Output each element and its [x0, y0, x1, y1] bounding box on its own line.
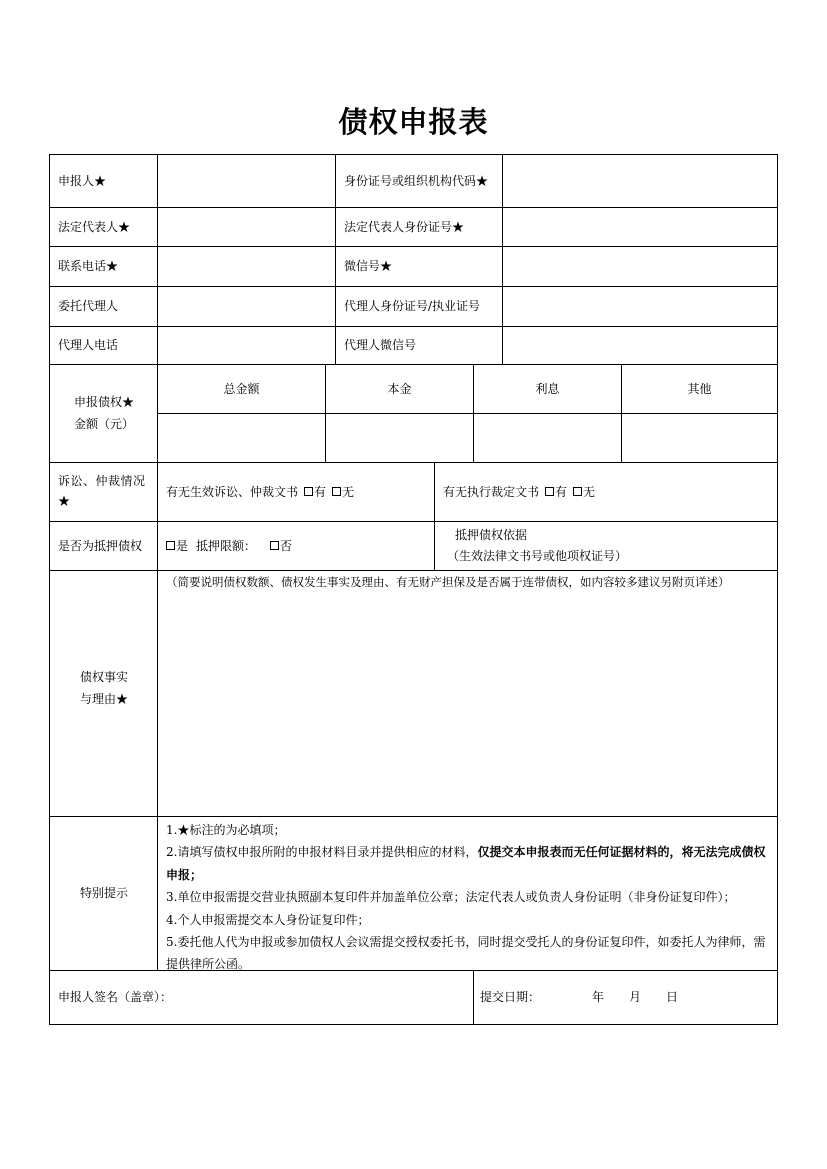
mortgage-no-checkbox[interactable] [270, 541, 279, 550]
agent-field[interactable] [158, 286, 335, 326]
applicant-field[interactable] [158, 155, 335, 207]
date-year-label: 年 [592, 990, 605, 1004]
applicant-label: 申报人★ [58, 174, 107, 188]
litigation-q1-no-label: 无 [342, 484, 355, 499]
col-total-amount: 总金额 [223, 382, 260, 396]
notes-content [158, 816, 777, 970]
claim-amount-label-line2: 金额（元） [73, 417, 134, 431]
litigation-q2 [435, 462, 777, 521]
note-1: 1.★标注的为必填项； [166, 823, 286, 837]
mortgage-yes-checkbox[interactable] [166, 541, 175, 550]
litigation-q2-no-label: 无 [583, 484, 596, 499]
submit-date-label: 提交日期： [480, 990, 541, 1004]
facts-label-line1: 债权事实 [79, 670, 128, 684]
id-number-label: 身份证号或组织机构代码★ [344, 174, 489, 188]
legal-rep-id-label: 法定代表人身份证号★ [344, 219, 465, 234]
litigation-q2-no-checkbox[interactable] [573, 487, 582, 496]
note-2-bold: 仅提交本申报表而无任何证据材料的，将无法完成债权申报； [166, 845, 766, 882]
mortgage-limit-label: 抵押限额： [196, 538, 257, 553]
date-month-label: 月 [629, 990, 642, 1004]
facts-label-line2: 与理由★ [79, 692, 128, 706]
agent-id-field[interactable] [503, 286, 777, 326]
mortgage-basis-line1: 抵押债权依据 [455, 528, 528, 542]
principal-field[interactable] [326, 414, 473, 462]
interest-field[interactable] [474, 414, 621, 462]
note-3: 3.单位申报需提交营业执照副本复印件并加盖单位公章；法定代表人或负责人身份证明（非身份证复印件）； [166, 890, 736, 905]
phone-field[interactable] [158, 246, 335, 286]
note-5: 5.委托他人代为申报或参加债权人会议需提交授权委托书，同时提交受托人的身份证复印件，如委托人为律师，需提供律所公函。 [166, 935, 766, 972]
litigation-label: 诉讼、仲裁情况★ [58, 474, 146, 508]
mortgage-no-label: 否 [280, 538, 293, 553]
litigation-q1-text: 有无生效诉讼、仲裁文书 [166, 484, 299, 499]
col-principal: 本金 [387, 382, 412, 396]
legal-rep-id-field[interactable] [503, 207, 777, 246]
signature-field[interactable] [50, 970, 473, 1024]
litigation-q2-yes-label: 有 [555, 484, 568, 499]
mortgage-basis[interactable] [435, 521, 777, 570]
mortgage-yes-label: 是 [176, 538, 189, 553]
legal-rep-field[interactable] [158, 207, 335, 246]
note-2 [166, 841, 769, 886]
litigation-q1 [158, 462, 434, 521]
facts-field[interactable] [158, 570, 777, 816]
id-number-field[interactable] [503, 155, 777, 207]
agent-label: 委托代理人 [58, 299, 119, 313]
litigation-q1-yes-label: 有 [314, 484, 327, 499]
claim-amount-label-line1: 申报债权★ [73, 395, 134, 409]
notes-label: 特别提示 [79, 886, 128, 900]
total-amount-field[interactable] [158, 414, 325, 462]
litigation-q2-text: 有无执行裁定文书 [443, 484, 540, 499]
submit-date-field[interactable] [474, 970, 777, 1024]
form-title: 债权申报表 [338, 105, 489, 139]
legal-rep-label: 法定代表人★ [58, 219, 131, 234]
claim-amount-label [50, 364, 158, 462]
phone-label: 联系电话★ [58, 259, 119, 273]
agent-phone-field[interactable] [158, 326, 335, 364]
col-other: 其他 [687, 382, 712, 396]
litigation-q2-yes-checkbox[interactable] [545, 487, 554, 496]
mortgage-basis-line2: （生效法律文书号或他项权证号） [447, 549, 628, 563]
agent-phone-label: 代理人电话 [58, 338, 119, 352]
wechat-label: 微信号★ [344, 259, 393, 273]
facts-label [50, 570, 158, 816]
col-interest: 利息 [535, 382, 560, 396]
claim-form-table [49, 154, 778, 1025]
agent-wechat-label: 代理人微信号 [344, 338, 417, 352]
agent-id-label: 代理人身份证号/执业证号 [344, 299, 481, 313]
other-field[interactable] [622, 414, 777, 462]
litigation-q1-no-checkbox[interactable] [332, 487, 341, 496]
wechat-field[interactable] [503, 246, 777, 286]
litigation-q1-yes-checkbox[interactable] [304, 487, 313, 496]
note-2-normal: 2.请填写债权申报所附的申报材料目录并提供相应的材料， [166, 845, 478, 860]
date-day-label: 日 [666, 990, 679, 1004]
agent-wechat-field[interactable] [503, 326, 777, 364]
mortgage-options [158, 521, 434, 570]
note-4: 4.个人申报需提交本人身份证复印件； [166, 912, 370, 927]
mortgage-label: 是否为抵押债权 [58, 538, 143, 553]
facts-hint: （简要说明债权数额、债权发生事实及理由、有无财产担保及是否属于连带债权，如内容较多建议另附页详述） [166, 575, 730, 589]
signature-label: 申报人签名（盖章）： [58, 990, 173, 1004]
